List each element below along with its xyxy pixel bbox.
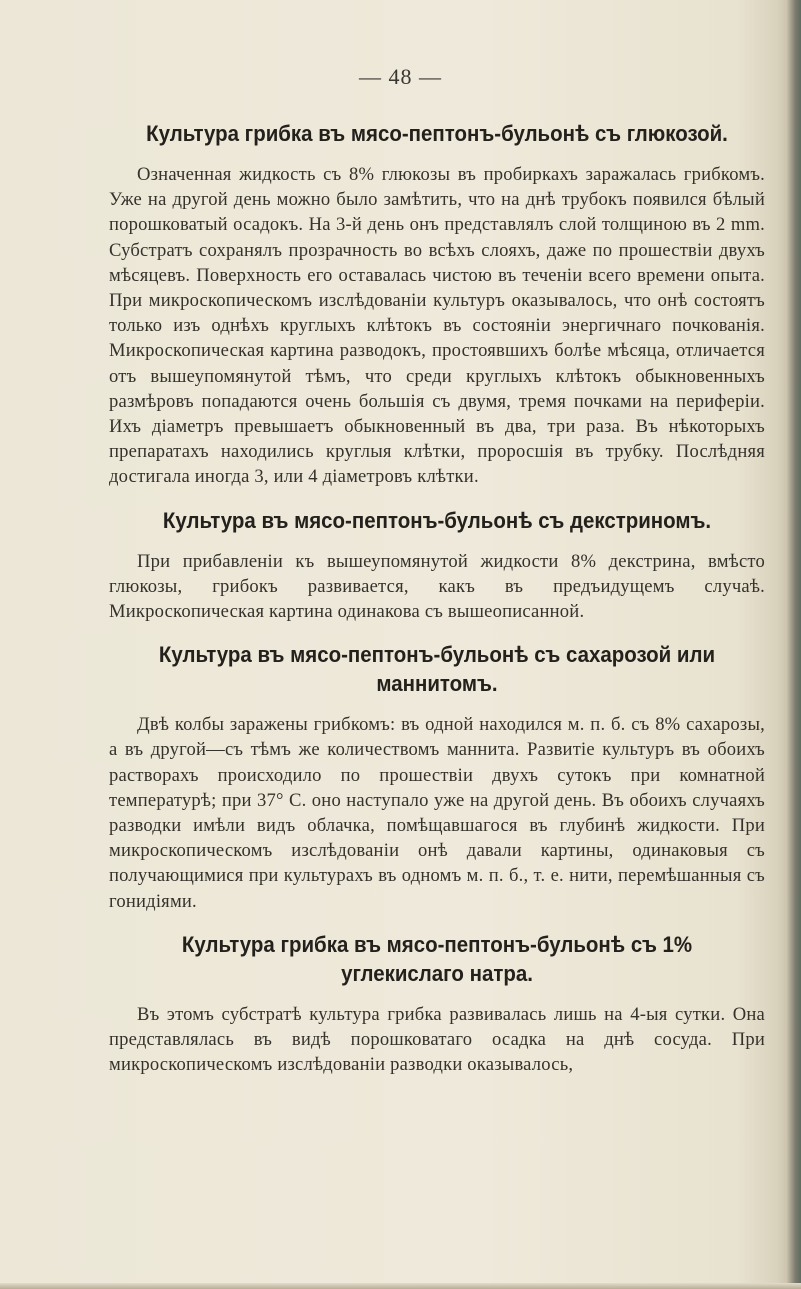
section-body-sucrose-mannitol: Двѣ колбы заражены грибкомъ: въ одной находился м. п. б. съ 8% сахарозы, а въ другой—съ тѣмъ же количествомъ маннита. Развитіе культуръ въ обоихъ растворахъ происходило по прошествіи двухъ сутокъ при комнатной температурѣ; при 37° С. оно наступало уже на другой день. Въ обоихъ случаяхъ разводки имѣли видъ облачка, помѣщавшагося въ глубинѣ жидкости. При микроскопическомъ изслѣдованіи онѣ давали картины, одинаковыя съ получающимися при культурахъ въ одномъ м. п. б., т. е. нити, перемѣшанныя съ гонидіями. xyxy=(109,714,765,912)
page-number: — 48 — xyxy=(359,64,442,89)
section-heading-sucrose-mannitol: Культура въ мясо-пептонъ-бульонѣ съ сахарозой или маннитомъ. xyxy=(158,642,716,697)
section-heading-dextrin: Культура въ мясо-пептонъ-бульонѣ съ декстриномъ. xyxy=(162,507,712,533)
page-edge-shadow xyxy=(787,0,801,1289)
section-heading-soda: Культура грибка въ мясо-пептонъ-бульонѣ съ 1% углекислаго натра. xyxy=(181,931,693,986)
page-content xyxy=(109,105,765,1077)
section-heading-glucose: Культура грибка въ мясо-пептонъ-бульонѣ съ глюкозой. xyxy=(146,121,728,146)
section-body-glucose: Означенная жидкость съ 8% глюкозы въ пробиркахъ заражалась грибкомъ. Уже на другой день можно было замѣтить, что на днѣ трубокъ появился бѣлый порошковатый осадокъ. На 3-й день онъ представлялъ слой толщиною въ 2 mm. Субстратъ сохранялъ прозрачность во всѣхъ слояхъ, даже по прошествіи двухъ мѣсяцевъ. Поверхность его оставалась чистою въ теченіи всего времени опыта. При микроскопическомъ изслѣдованіи культуръ оказывалось, что онѣ состоятъ только изъ однѣхъ круглыхъ клѣтокъ въ состояніи энергичнаго почкованія. Микроскопическая картина разводокъ, простоявшихъ болѣе мѣсяца, отличается отъ вышеупомянутой тѣмъ, что среди круглыхъ клѣтокъ обыкновенныхъ размѣровъ попадаются очень большія съ двумя, тремя почками на периферіи. Ихъ діаметръ превышаетъ обыкновенный въ два, три раза. Въ нѣкоторыхъ препаратахъ находились круглыя клѣтки, проросшія въ трубку. Послѣдняя достигала иногда 3, или 4 діаметровъ клѣтки. xyxy=(109,164,765,488)
section-body-dextrin: При прибавленіи къ вышеупомянутой жидкости 8% декстрина, вмѣсто глюкозы, грибокъ развивается, какъ въ предъидущемъ случаѣ. Микроскопическая картина одинакова съ вышеописанной. xyxy=(109,550,765,623)
page-bottom-edge xyxy=(0,1283,801,1289)
section-body-soda: Въ этомъ субстратѣ культура грибка развивалась лишь на 4-ыя сутки. Она представлялась въ видѣ порошковатаго осадка на днѣ сосуда. При микроскопическомъ изслѣдованіи разводки оказывалось, xyxy=(109,1003,765,1076)
